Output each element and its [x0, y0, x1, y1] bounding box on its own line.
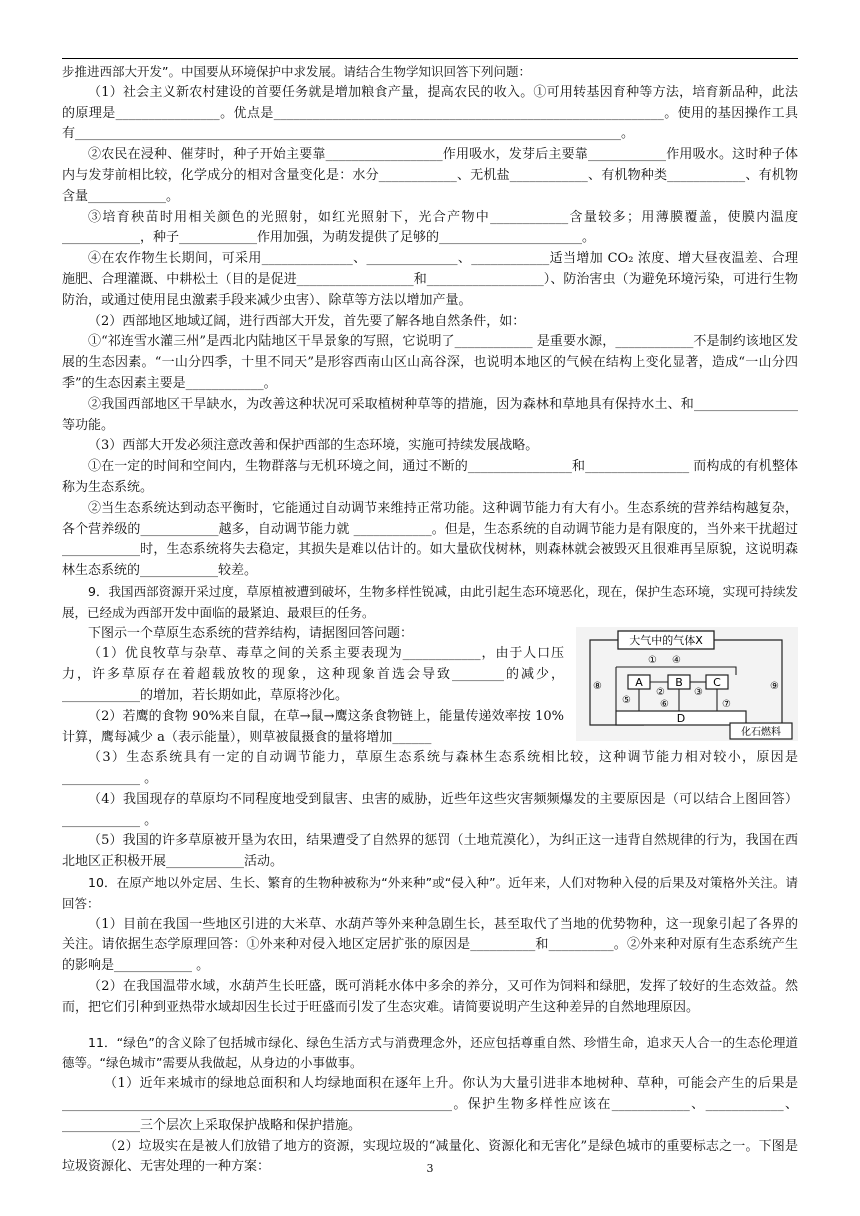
svg-text:A: A [635, 675, 643, 689]
q9-sub2: （2）若鹰的食物 90%来自鼠，在草→鼠→鹰这条食物链上，能量传递效率按 10%计算，鹰每减少 a（表示能量），则草被鼠摄食的量将增加______ [62, 708, 564, 745]
q9-sub4: （4）我国现存的草原均不同程度地受到鼠害、虫害的威胁，近些年这些灾害频频爆发的主要原因是（可以结合上图回答）____________ 。 [62, 791, 798, 828]
label-4: ④ [672, 654, 681, 666]
label-6: ⑥ [660, 698, 669, 710]
label-7: ⑦ [722, 698, 731, 710]
label-8: ⑧ [593, 680, 602, 692]
svg-text:化石燃料: 化石燃料 [741, 726, 781, 738]
q8-part1-sub1: （1）社会主义新农村建设的首要任务就是增加粮食产量，提高农民的收入。①可用转基因育种等方法，培育新品种，此法的原理是________________。优点是____________________________________________________________。使用的基因操作工具有____________________________________________________________________________________。 [62, 84, 798, 142]
q8-part1-sub3: ③培育秧苗时用相关颜色的光照射，如红光照射下，光合产物中____________含量较多；用薄膜覆盖，使膜内温度____________，种子____________作用加强，为萌发提供了足够的______________________。 [62, 209, 798, 246]
q8-part1-sub4: ④在农作物生长期间，可采用______________、______________、____________适当增加 CO₂ 浓度、增大昼夜温差、合理施肥、合理灌溉、中耕松土（目的是促进__________________和__________________）、防治害虫（为避免环境污染，可进行生物防治，或通过使用昆虫激素手段来减少虫害）、除草等方法以增加产量。 [62, 251, 798, 308]
q9-sub5: （5）我国的许多草原被开垦为农田，结果遭受了自然界的惩罚（土地荒漠化），为纠正这一违背自然规律的行为，我国在西北地区正积极开展____________活动。 [62, 833, 798, 870]
exam-page [62, 58, 798, 1178]
q8-part3: （3）西部大开发必须注意改善和保护西部的生态环境，实施可持续发展战略。 [88, 438, 539, 454]
carbon-cycle-diagram [576, 627, 798, 741]
q8-part3-sub2: ②当生态系统达到动态平衡时，它能通过自动调节来维持正常功能。这种调节能力有大有小。生态系统的营养结构越复杂，各个营养级的____________越多，自动调节能力就 ____________。但是，生态系统的自动调节能力是有限度的，当外来干扰超过____________时，生态系统将失去稳定，其损失是难以估计的。如大量砍伐树林，则森林就会被毁灭且很难再呈原貌，这说明森林生态系统的____________较差。 [62, 500, 798, 579]
q8-part2: （2）西部地区地域辽阔，进行西部大开发，首先要了解各地自然条件，如： [88, 313, 526, 329]
label-2: ② [656, 686, 665, 698]
carbon-cycle-figure [576, 627, 798, 741]
q11-sub2: （2）垃圾实在是被人们放错了地方的资源，实现垃圾的“减量化、资源化和无害化”是绿色城市的重要标志之一。下图是垃圾资源化、无害处理的一种方案： [62, 1138, 798, 1175]
svg-text:D: D [676, 711, 686, 725]
q8-part2-sub1: ①“祁连雪水灌三州”是西北内陆地区干旱景象的写照，它说明了____________ 是重要水源，____________不是制约该地区发展的生态因素。“一山分四季，十里不同天”是形容西南山区山高谷深，也说明本地区的气候在结构上变化显著，造成“一山分四季”的生态因素主要是____________。 [62, 334, 798, 391]
atmosphere-label: 大气中的气体X [629, 633, 703, 647]
label-5: ⑤ [622, 694, 631, 706]
spacer [62, 1019, 798, 1033]
q10-sub1: （1）目前在我国一些地区引进的大米草、水葫芦等外来种急剧生长，甚至取代了当地的优势物种，这一现象引起了各界的关注。请依据生态学原理回答：①外来种对侵入地区定居扩张的原因是__________和__________。②外来种对原有生态系统产生的影响是____________ 。 [62, 916, 798, 974]
label-3: ③ [694, 686, 703, 698]
q9-sub3: （3）生态系统具有一定的自动调节能力，草原生态系统与森林生态系统相比较，这种调节能力相对较小，原因是 ____________ 。 [62, 750, 798, 787]
svg-text:C: C [713, 675, 721, 689]
svg-text:B: B [675, 675, 683, 689]
label-9: ⑨ [770, 680, 779, 692]
q9-figure-intro: 下图示一个草原生态系统的营养结构，请据图回答问题： [88, 625, 414, 641]
q8-part2-sub2: ②我国西部地区干旱缺水，为改善这种状况可采取植树种草等的措施，因为森林和草地具有保持水土、和________________等功能。 [62, 396, 798, 433]
q8-part3-sub1: ①在一定的时间和空间内，生物群落与无机环境之间，通过不断的________________和________________ 而构成的有机整体称为生态系统。 [62, 459, 798, 495]
question-11-stem: 11．“绿色”的含义除了包括城市绿化、绿色生活方式与消费理念外，还应包括尊重自然、珍惜生命，追求天人合一的生态伦理道德等。“绿色城市”需要从我做起，从身边的小事做事。 [62, 1034, 798, 1071]
question-10-stem: 10．在原产地以外定居、生长、繁育的生物种被称为“外来种”或“侵入种”。近年来，人们对物种入侵的后果及对策格外关注。请回答： [62, 875, 798, 911]
q10-sub2: （2）在我国温带水域，水葫芦生长旺盛，既可消耗水体中多余的养分，又可作为饲料和绿肥，发挥了较好的生态效益。然而，把它们引种到亚热带水域却因生长过于旺盛而引发了生态灾难。请简要说明产生这种差异的自然地理原因。 [62, 979, 798, 1015]
q11-sub1: （1）近年来城市的绿地总面积和人均绿地面积在逐年上升。你认为大量引进非本地树种、草种，可能会产生的后果是____________________________________________________________。保护生物多样性应该在____________、____________、____________三个层次上采取保护战略和保护措施。 [62, 1076, 798, 1133]
page-number: 3 [426, 1162, 434, 1175]
label-1: ① [648, 654, 657, 666]
q8-part1-sub2: ②农民在浸种、催芽时，种子开始主要靠__________________作用吸水，发芽后主要靠____________作用吸水。这时种子体内与发芽前相比较，化学成分的相对含量变化是：水分____________、无机盐____________、有机物种类____________、有机物含量____________。 [62, 147, 798, 204]
header-rule [62, 58, 798, 59]
paragraph-continuation: 步推进西部大开发”。中国要从环境保护中求发展。请结合生物学知识回答下列问题： [62, 64, 531, 79]
q9-sub1: （1）优良牧草与杂草、毒草之间的关系主要表现为____________，由于人口压力，许多草原存在着超载放牧的现象，这种现象首选会导致________的减少， ____________的增加，若长期如此，草原将沙化。 [62, 646, 564, 703]
question-9-stem: 9．我国西部资源开采过度，草原植被遭到破坏，生物多样性锐减，由此引起生态环境恶化，现在，保护生态环境，实现可持续发展，已经成为西部开发中面临的最紧迫、最艰巨的任务。 [62, 583, 798, 620]
